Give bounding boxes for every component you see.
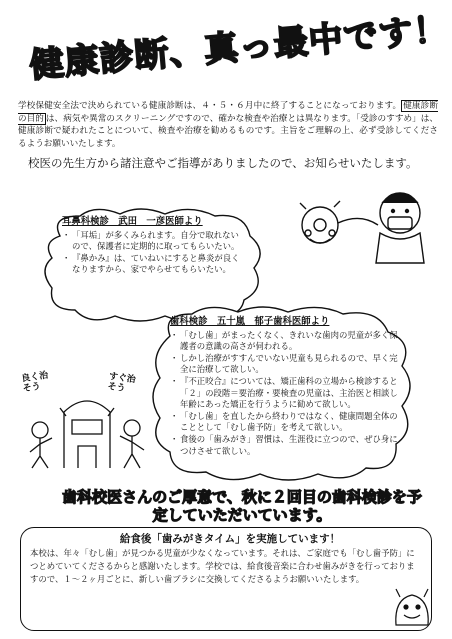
- toothbrush-notice-body: 本校は、年々「むし歯」が見つかる児童が少なくなっています。それは、ご家庭でも「むし歯予防」につとめていてくださるからと感謝いたします。学校では、給食後音楽に合わせ歯みがきを行っておりますので、１〜２ヶ月ごとに、新しい歯ブラシに交換してくださるようお願いいたします。: [30, 548, 415, 584]
- dental-item: ・ 「むし歯」がまったくなく、きれいな歯肉の児童が多く保護者の意識の高さが伺われる。: [180, 330, 398, 353]
- dental-item: ・ 食後の「歯みがき」習慣は、生涯役に立つので、ぜひ身につけさせて欲しい。: [180, 434, 398, 457]
- intro-paragraph: [18, 100, 438, 150]
- ent-item: ・ 『鼻かみ』は、ていねいにすると鼻炎が良くなりますから、家でやらせてもらいたい。: [72, 253, 247, 276]
- toothbrush-notice-title: 給食後「歯みがきタイム」を実施しています！: [119, 533, 341, 545]
- dental-heading: 歯科検診 五十嵐 郁子歯科医師より: [170, 316, 330, 327]
- dental-item: ・ 「むし歯」を直したから終わりではなく、健康問題全体のこととして「むし歯予防」を考えて欲しい。: [180, 411, 398, 434]
- sign-left-label: 良く治そう: [20, 370, 49, 395]
- notice-text: 校医の先生方から諸注意やご指導がありましたので、お知らせいたします。: [28, 156, 418, 170]
- intro-boxed-term: 健康診断の目的: [18, 101, 438, 124]
- page-title: 健康診断、真っ最中です！: [28, 9, 451, 86]
- ent-item: ・ 「耳垢」が多くみられます。自分で取れないので、保護者に定期的に取ってもらいたい。: [72, 230, 247, 253]
- closing-headline: 歯科校医さんのご厚意で、秋に２回目の歯科検診を予定していただいています。: [62, 488, 422, 524]
- intro-text-2: は、病気や異常のスクリーニングですので、確かな検査や治療とは異なります。「受診のすすめ」は、健康診断で疑われたことについて、検査や治療を勧めるものです。主旨をご理解の上、必ず受診してくださるようお願いいたします。: [18, 113, 438, 149]
- tooth-castle-icon: [22, 372, 152, 472]
- doctors-illustration: [290, 183, 440, 273]
- children-illustration: [22, 372, 152, 472]
- dental-item: ・ 『不正咬合』については、矯正歯科の立場から検診すると「２」の段階＝要治療・要検査の児童は、主治医と相談し年齢にあった矯正を行うように勧めて欲しい。: [180, 376, 398, 411]
- ent-list: [62, 230, 247, 276]
- sign-right-label: すぐ治そう: [106, 371, 137, 395]
- intro-text-1: 学校保健安全法で決められている健康診断は、４・５・６月中に終了することになっております。: [18, 101, 402, 111]
- dental-content: [170, 316, 398, 457]
- ent-heading: 耳鼻科検診 武田 一彦医師より: [62, 216, 203, 227]
- dental-item: ・ しかし治療がすすんでいない児童も見られるので、早く完全に治療して欲しい。: [180, 353, 398, 376]
- ent-content: [62, 216, 247, 276]
- dental-list: [170, 330, 398, 458]
- dental-cloud: [148, 306, 418, 484]
- toothbrush-creature-icon: [392, 585, 432, 629]
